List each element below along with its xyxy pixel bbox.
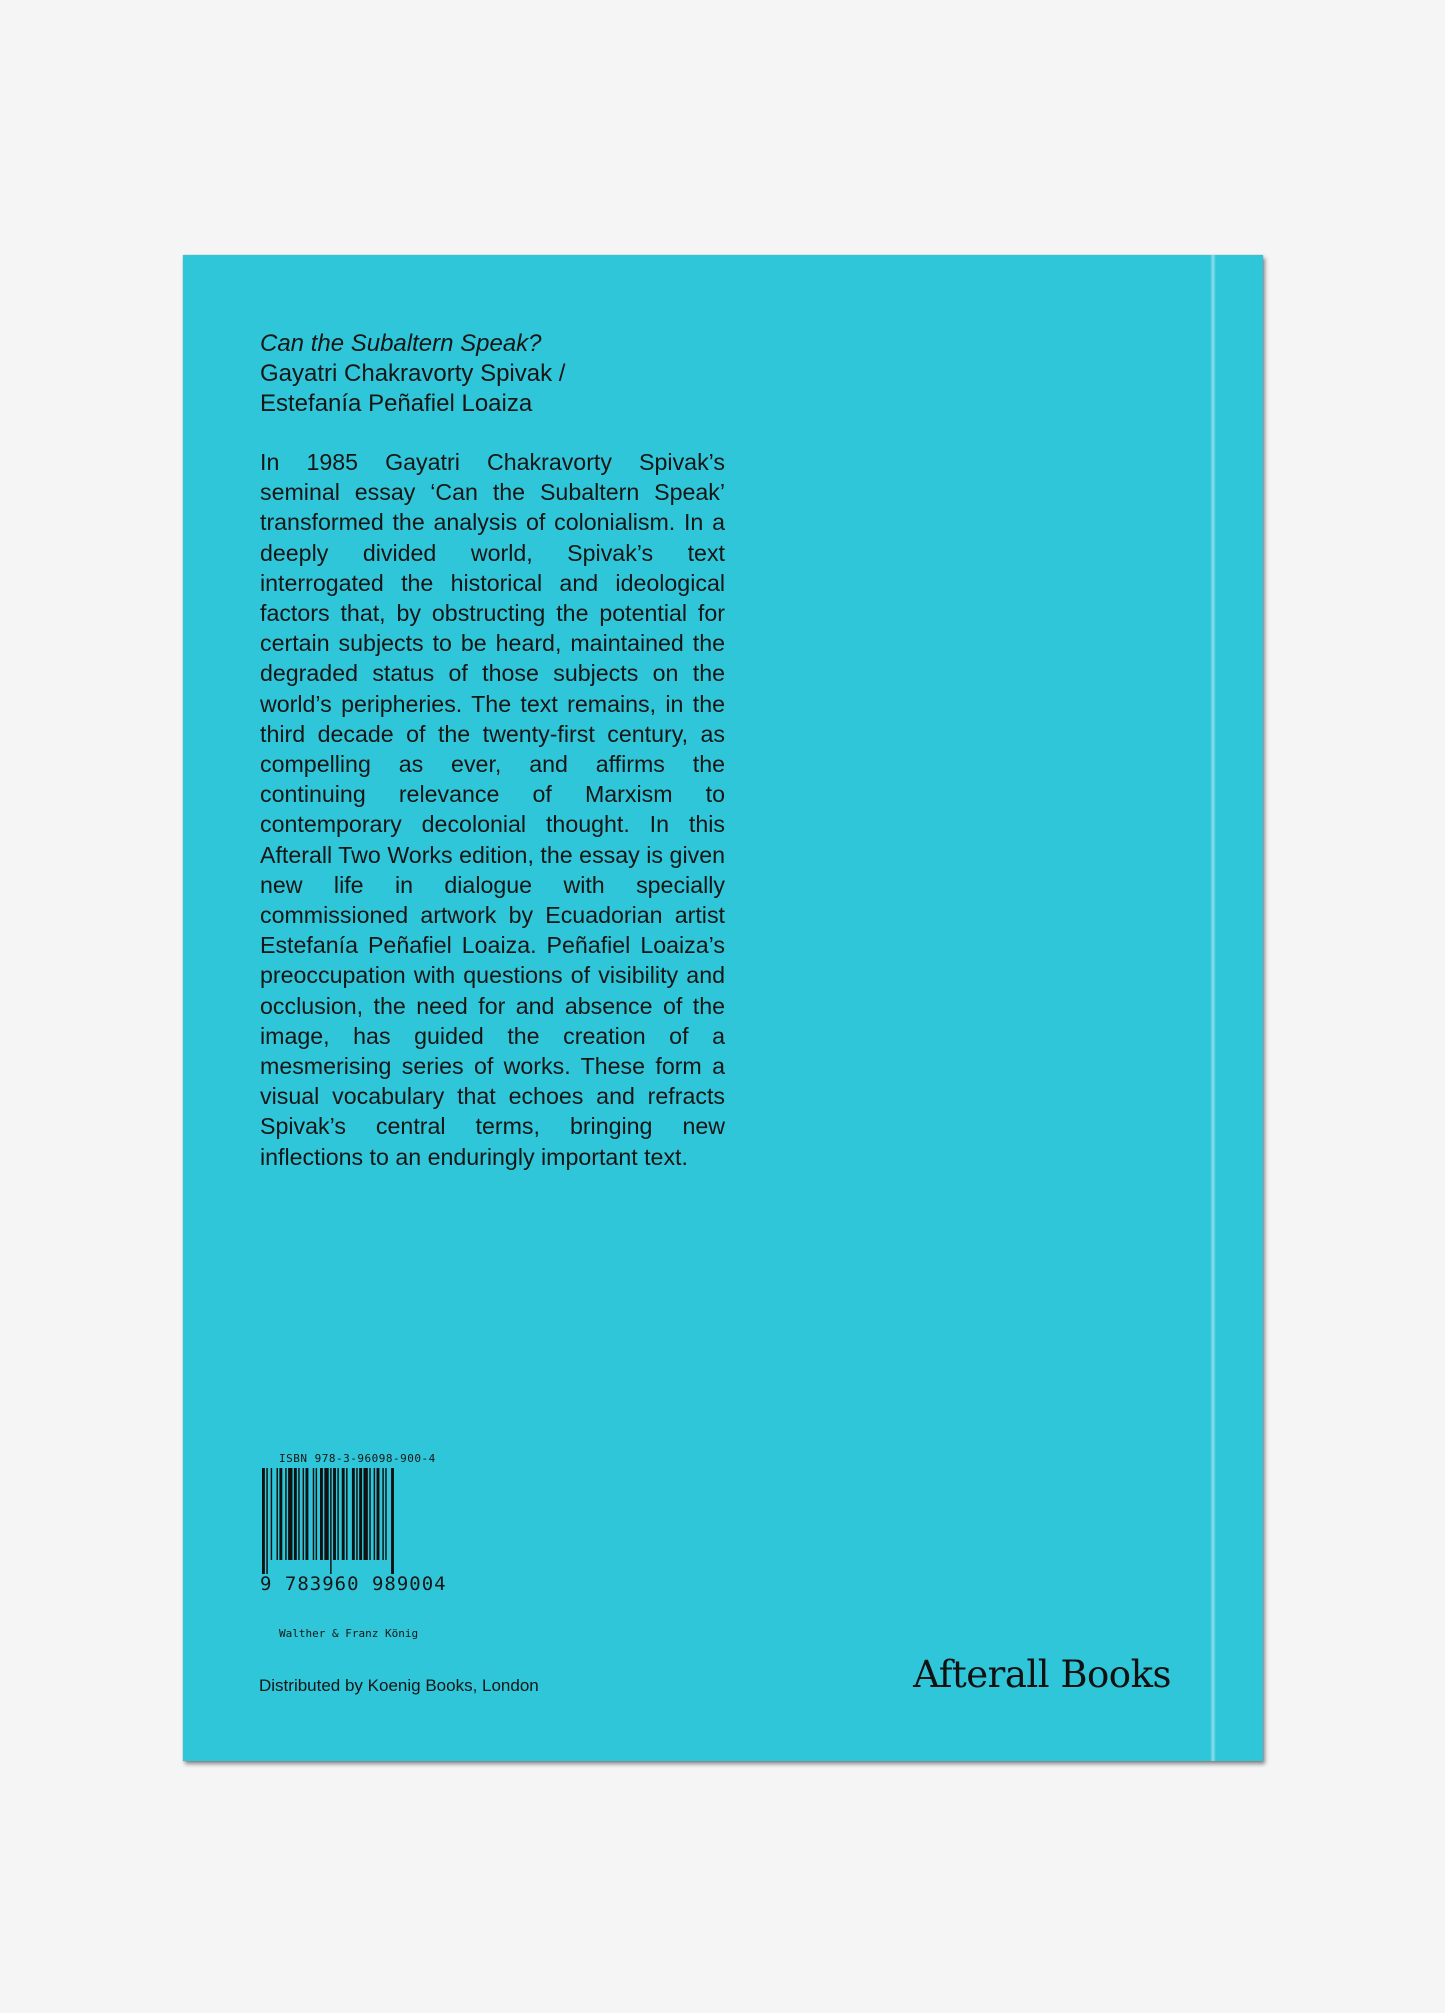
book-title: Can the Subaltern Speak?: [260, 330, 542, 357]
book-back-cover: [183, 255, 1263, 1761]
blurb-text: In 1985 Gayatri Chakravorty Spivak’s seminal essay ‘Can the Subaltern Speak’ transformed the analysis of colonialism. In a deeply divided world, Spivak’s text interrogated the historical and ideological factors that, by obstructing the potential for certain subjects to be heard, maintained the degraded status of those subjects on the world’s peripheries. The text remains, in the third decade of the twenty-first century, as compelling as ever, and affirms the continuing relevance of Marxism to contemporary decolonial thought. In this Afterall Two Works edition, the essay is given new life in dialogue with specially commissioned artwork by Ecuadorian artist Estefanía Peñafiel Loaiza. Peñafiel Loaiza’s preoccupation with questions of visibility and occlusion, the need for and absence of the image, has guided the creation of a mesmerising series of works. These form a visual vocabulary that echoes and refracts Spivak’s central terms, bringing new inflections to an enduringly important text.: [260, 449, 725, 1170]
spine-crease: [1210, 255, 1216, 1761]
barcode-icon: [256, 1468, 449, 1574]
distributed-by: Distributed by Koenig Books, London: [259, 1676, 539, 1695]
artist-line: Estefanía Peñafiel Loaiza: [260, 390, 533, 417]
isbn-label: ISBN 978-3-96098-900-4: [279, 1452, 436, 1465]
barcode-digits: 9 783960 989004: [260, 1573, 447, 1595]
publisher-logo: Afterall Books: [913, 1653, 1171, 1696]
author-line: Gayatri Chakravorty Spivak /: [260, 360, 566, 387]
distributor-small: Walther & Franz König: [279, 1627, 419, 1640]
cover-header: [260, 329, 565, 419]
